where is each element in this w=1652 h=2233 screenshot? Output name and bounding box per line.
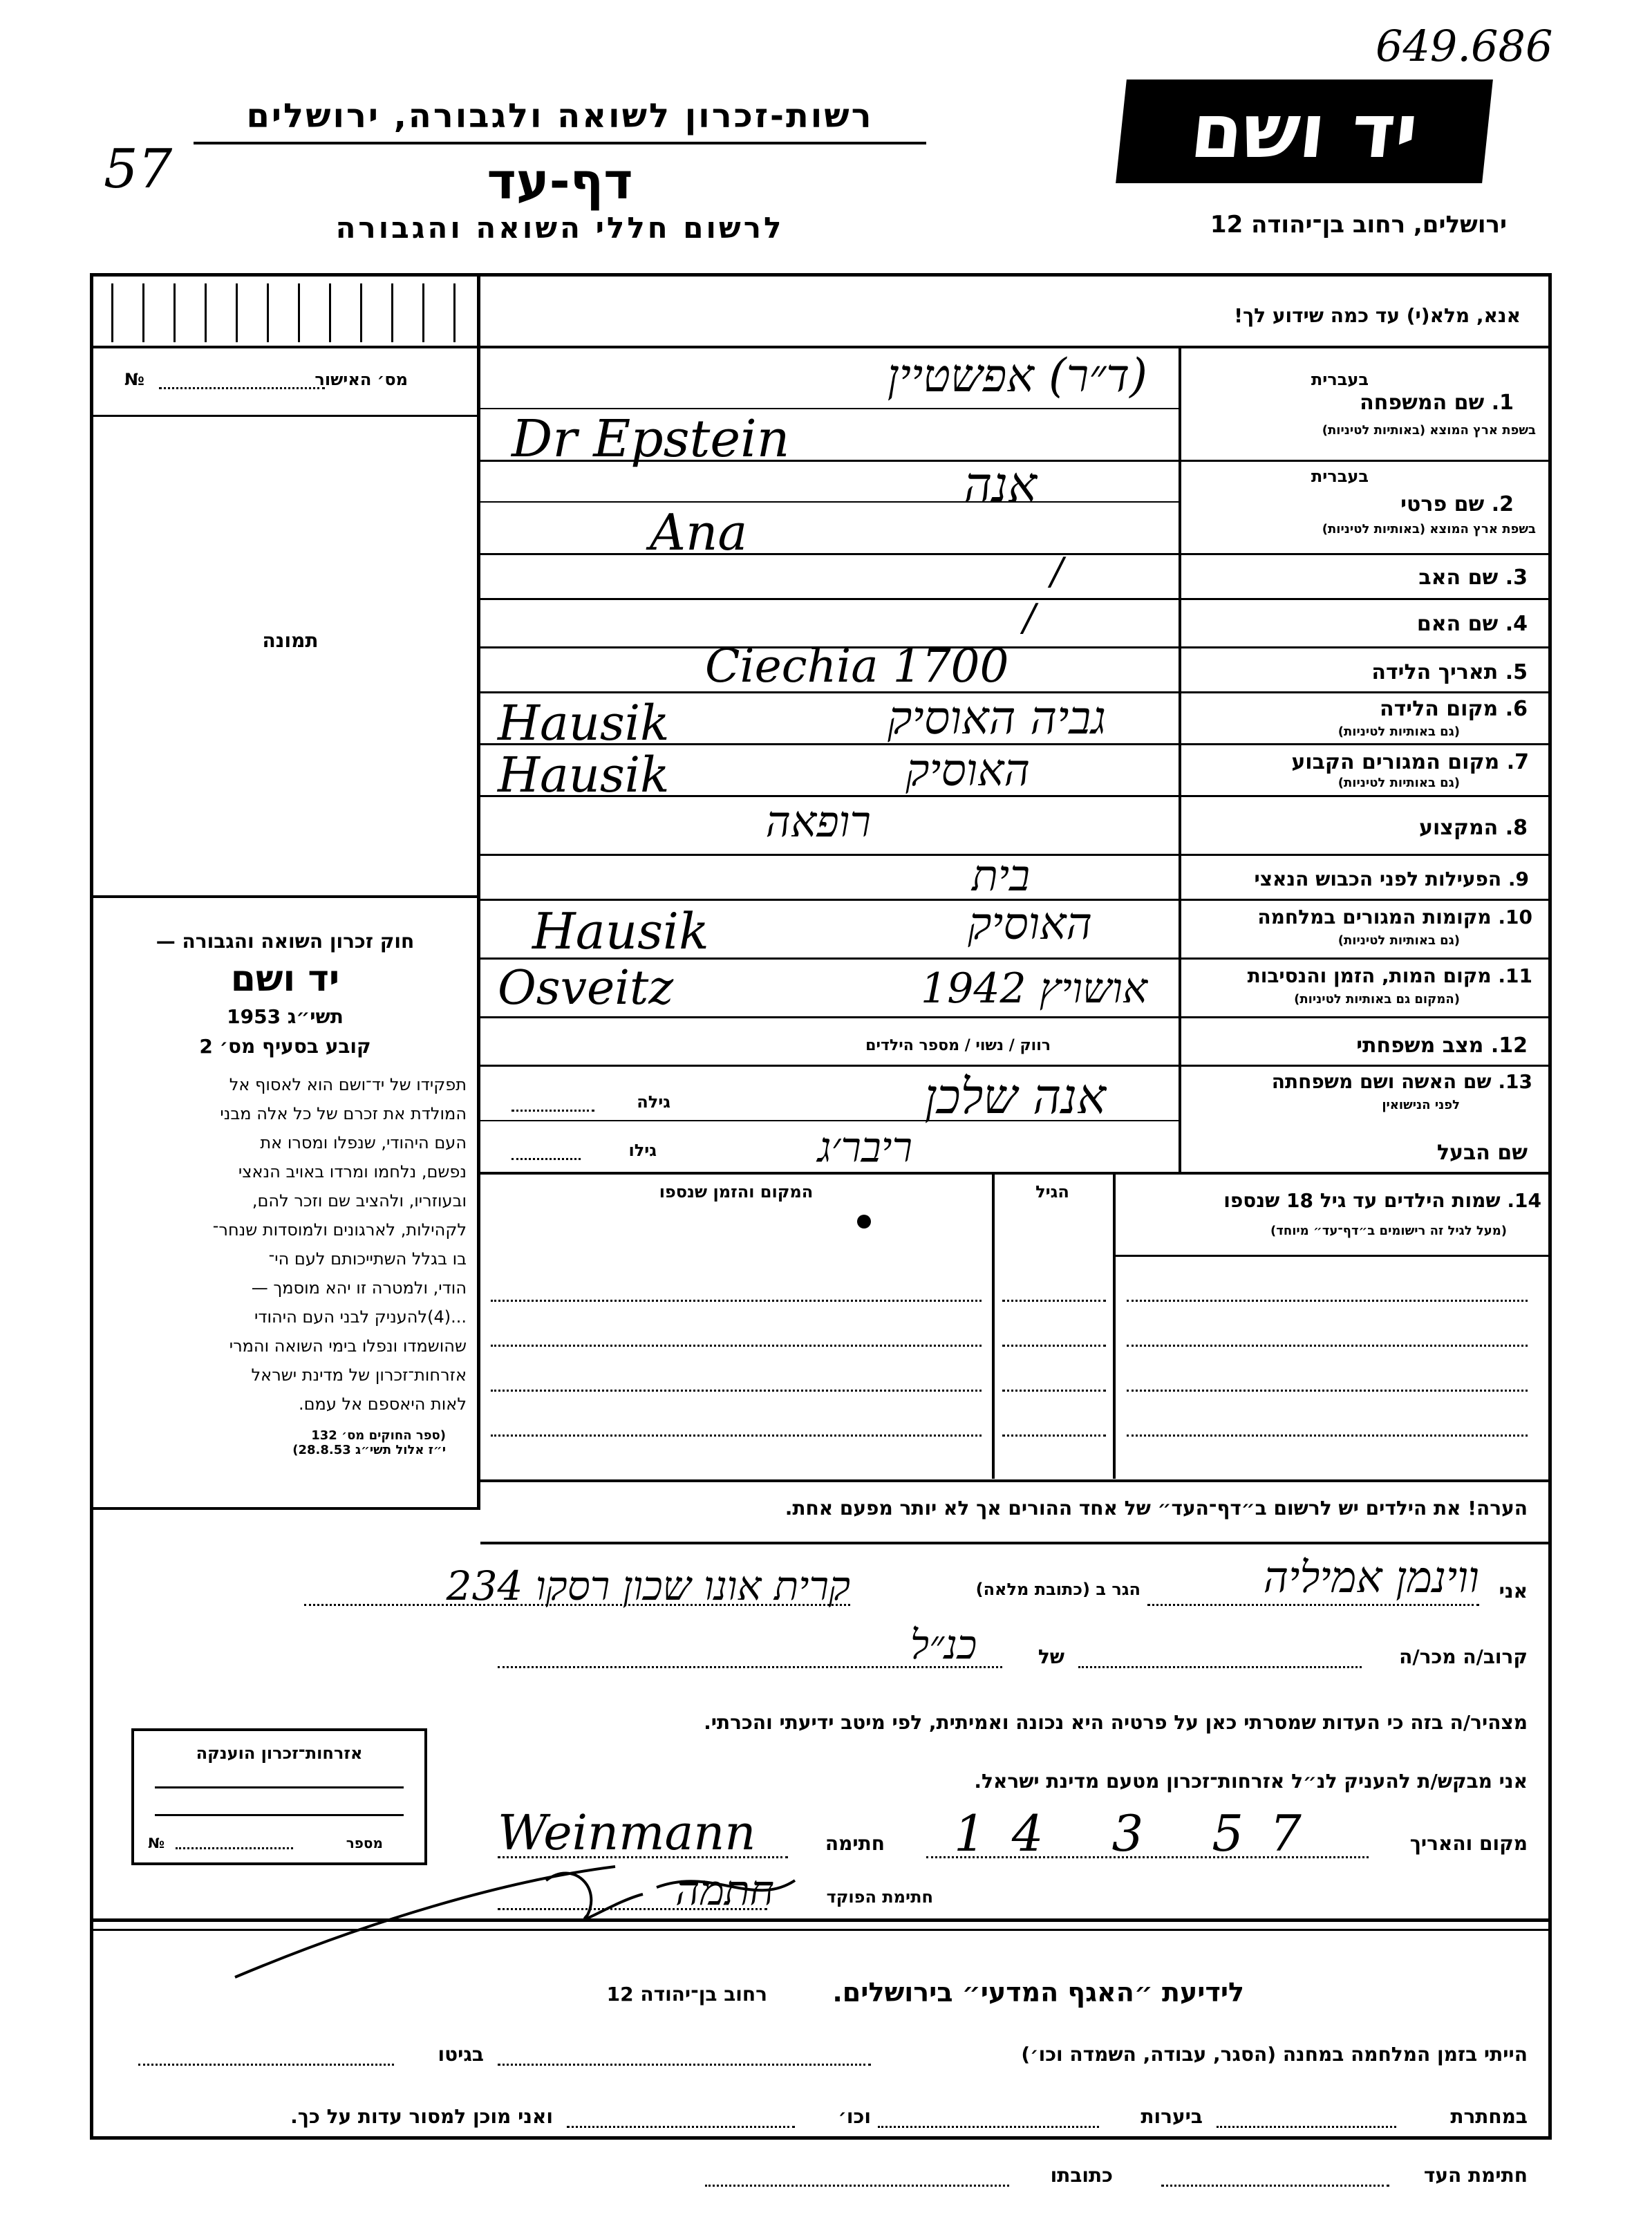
signature-label: חתימה <box>825 1832 885 1855</box>
birthplace-latin-value[interactable]: Hausik <box>498 695 670 751</box>
husband-label: שם הבעל <box>1436 1141 1528 1165</box>
field-2-label-text: שם פרטי <box>1400 492 1485 516</box>
relation-value[interactable]: כנ״ל <box>910 1621 977 1668</box>
margin-number: 57 <box>104 138 173 200</box>
field-10-note: (גם באותיות לטיניות) <box>1337 933 1460 948</box>
death-place-he-value[interactable]: אושויץ 1942 <box>921 964 1147 1013</box>
relation-label: קרוב/ה מכר/ה <box>1399 1645 1528 1668</box>
witness-signature-field[interactable] <box>1161 2185 1389 2187</box>
law-body-line: העם היהודי, שנפלו ומסרו את <box>260 1133 467 1152</box>
child-name-field[interactable] <box>1127 1390 1528 1392</box>
field-13-note: לפני הנישואין <box>1382 1098 1460 1112</box>
bottom-line3-b: כתובתו <box>1050 2164 1113 2187</box>
field-1-num: 1. <box>1491 391 1514 415</box>
husband-name-value[interactable]: ריבר׳ג <box>817 1123 912 1172</box>
child-age-field[interactable] <box>1002 1390 1106 1392</box>
declaration-text: מצהיר/ה בזה כי העדות שמסרתי כאן על פרטיה היא נכונה ואמיתית, לפי מיטב ידיעתי והכרתי. <box>704 1711 1528 1734</box>
address: ירושלים, רחוב בן־יהודה 12 <box>1210 211 1507 239</box>
field-6-label <box>1217 697 1528 721</box>
residence-latin-value[interactable]: Hausik <box>498 747 670 803</box>
declarant-address-label: הגר ב (כתובת מלאה) <box>975 1580 1141 1599</box>
field-1-label <box>1286 391 1514 415</box>
field-2-lang-he: בעברית <box>1311 467 1369 486</box>
law-body <box>97 1070 473 1419</box>
place-date-label: מקום והאריך <box>1409 1832 1528 1855</box>
field-7-num: 7. <box>1506 750 1529 774</box>
children-col-place: המקום והזמן שנספו <box>659 1182 814 1202</box>
field-2-lang-note: בשפת ארץ המוצא (באותיות לטיניות) <box>1322 522 1536 536</box>
residence-he-value[interactable]: האוסיק <box>905 745 1030 796</box>
field-1-lang-note: בשפת ארץ המוצא (באותיות לטיניות) <box>1322 423 1536 438</box>
intro-line: אנא, מלא(י) עד כמה שידוע לך! <box>1234 304 1521 327</box>
law-body-line: נפשם, נלחמו ומרדו באויב הנאצי <box>238 1162 467 1181</box>
wife-age-field[interactable] <box>511 1110 594 1112</box>
law-name: יד ושם <box>230 958 340 1000</box>
org-name: רשות-זכרון לשואה ולגבורה, ירושלים <box>246 97 874 136</box>
wife-age-label: גילה <box>637 1092 670 1112</box>
top-archive-number: 649.686 <box>1376 21 1553 71</box>
child-age-field[interactable] <box>1002 1435 1106 1437</box>
field-7-label <box>1183 750 1529 774</box>
bottom-line3-a: חתימת העד <box>1423 2164 1528 2187</box>
approval-no-prefix: № <box>124 370 144 389</box>
field-2-num: 2. <box>1491 492 1514 516</box>
request-text: אני מבקש/ת להעניק לנ״ל אזרחות־זכרון מטעם מדינת ישראל. <box>974 1770 1528 1793</box>
bottom-line2-c: וכו׳ <box>838 2105 871 2128</box>
law-body-line: הודי, ולמטרה זו יהא מוסמך — <box>251 1278 467 1298</box>
citizenship-number-prefix: № <box>148 1835 165 1851</box>
law-footnote-1: (ספר החוקים מס׳ 132 <box>311 1428 446 1443</box>
officer-signature-value[interactable]: חתמה <box>675 1867 774 1915</box>
bottom-line1-a: הייתי בזמן המלחמה במחנה (הסגר, עבודה, השמדה וכו׳) <box>1021 2043 1528 2066</box>
field-8-label-text: המקצוע <box>1418 816 1499 840</box>
field-13-num: 13. <box>1498 1070 1532 1093</box>
husband-age-label: גילו <box>628 1141 657 1160</box>
children-subtitle: (מעל לגיל זה רישומים ב״דף־עד״ מיוחד) <box>1270 1224 1507 1238</box>
field-4-num: 4. <box>1505 612 1528 636</box>
approval-no-field[interactable] <box>159 387 325 389</box>
father-name-value[interactable]: / <box>1051 550 1064 593</box>
field-6-num: 6. <box>1505 697 1528 721</box>
child-place-field[interactable] <box>491 1435 982 1437</box>
camp-field[interactable] <box>498 2064 871 2066</box>
field-12-note: רווק / נשוי / מספר הילדים <box>865 1037 1051 1054</box>
officer-label: חתימת הפוקד <box>826 1887 933 1907</box>
mother-name-value[interactable]: / <box>1023 596 1036 639</box>
yad-vashem-logo <box>1116 80 1493 183</box>
death-place-latin-value[interactable]: Osveitz <box>498 961 674 1016</box>
children-title <box>1120 1189 1541 1212</box>
photo-label: תמונה <box>262 629 319 652</box>
field-13-label <box>1183 1070 1532 1093</box>
doc-title: דף-עד <box>487 152 633 210</box>
relation-field[interactable] <box>1078 1666 1362 1668</box>
children-col-age: הגיל <box>1035 1182 1069 1202</box>
citizenship-title: אזרחות־זכרון הוענקה <box>196 1744 363 1763</box>
underground-field[interactable] <box>1217 2126 1396 2128</box>
ghetto-field[interactable] <box>138 2064 394 2066</box>
children-num: 14. <box>1507 1189 1541 1212</box>
bottom-line1-b: בגיטו <box>438 2043 484 2066</box>
field-12-label <box>1217 1034 1528 1058</box>
field-10-label-text: מקומות המגורים במלחמה <box>1257 906 1492 928</box>
field-6-label-text: מקום הלידה <box>1379 697 1499 721</box>
field-10-label <box>1183 906 1532 928</box>
declarant-ani-label: אני <box>1499 1580 1528 1603</box>
field-11-num: 11. <box>1498 964 1532 987</box>
law-body-line: בו בגלל השתייכותם לעם הי־ <box>268 1249 467 1269</box>
field-11-note: (המקום גם באותיות לטיניות) <box>1294 992 1460 1007</box>
photo-area[interactable] <box>97 418 476 895</box>
law-body-line: ...(4)להעניק לבני העם היהודי <box>254 1307 467 1327</box>
child-place-field[interactable] <box>491 1390 982 1392</box>
surname-latin-value[interactable]: Dr Epstein <box>511 409 790 469</box>
bottom-line2-a: במחתרת <box>1450 2105 1528 2128</box>
birthplace-he-value[interactable]: גביה האוסיק <box>888 691 1106 745</box>
declarant-name-line <box>1147 1604 1479 1606</box>
declarant-address-value[interactable]: קרית אונו שכון רסקו 234 <box>446 1562 850 1609</box>
field-5-num: 5. <box>1505 660 1528 684</box>
field-10-num: 10. <box>1498 906 1532 928</box>
law-body-line: שהושמדו ונפלו בימי השואה והמרי <box>229 1336 467 1356</box>
child-place-field[interactable] <box>491 1300 982 1302</box>
date-value[interactable]: 14 3 57 <box>954 1804 1328 1862</box>
field-13-label-text: שם האשה ושם משפחתה <box>1271 1070 1492 1093</box>
husband-age-field[interactable] <box>511 1158 581 1160</box>
law-body-line: לאות היאספם אל עמם. <box>298 1394 467 1414</box>
law-body-line: לקהילות, לארגונים ולמוסדות שנחר־ <box>212 1220 467 1240</box>
signature-scribble <box>228 1839 919 1991</box>
field-9-label-text: הפעילות לפני הכבוש הנאצי <box>1254 868 1502 890</box>
note-line: הערה! את הילדים יש לרשום ב״דף־העד״ של אחד ההורים אך לא יותר מפעם אחת. <box>785 1497 1528 1520</box>
of-field-line <box>498 1666 1002 1668</box>
etc-field[interactable] <box>567 2126 795 2128</box>
field-9-num: 9. <box>1508 868 1529 890</box>
field-12-label-text: מצב משפחתי <box>1356 1034 1484 1058</box>
bottom-title: לידיעת ״האגף המדעי״ בירושלים. <box>832 1977 1244 2008</box>
child-age-field[interactable] <box>1002 1345 1106 1347</box>
law-footnote-2: י״ז אלול תשי״ג 28.8.53) <box>292 1443 446 1457</box>
bottom-line2-b: ביערות <box>1141 2105 1203 2128</box>
child-age-field[interactable] <box>1002 1300 1106 1302</box>
child-name-field[interactable] <box>1127 1435 1528 1437</box>
law-year: תשי״ג 1953 <box>227 1005 344 1028</box>
law-box <box>97 930 473 1457</box>
witness-address-field[interactable] <box>705 2185 1009 2187</box>
bottom-line2-d: ואני מוכן למסור עדות על כך. <box>290 2105 553 2128</box>
law-body-line: אזרחות־זכרון של מדינת ישראל <box>251 1365 467 1385</box>
firstname-he-value[interactable]: אנה <box>964 456 1037 513</box>
children-title-text: שמות הילדים עד גיל 18 שנספו <box>1223 1189 1501 1212</box>
field-3-num: 3. <box>1505 566 1528 590</box>
law-heading: חוק זכרון השואה והגבורה — <box>156 930 415 953</box>
place-date-line <box>926 1856 1369 1858</box>
field-1-label-text: שם המשפחה <box>1360 391 1485 415</box>
field-5-label <box>1217 660 1528 684</box>
field-2-label <box>1286 492 1514 516</box>
wife-name-value[interactable]: אנה שלכן <box>924 1068 1106 1125</box>
field-1-lang-he: בעברית <box>1311 370 1369 389</box>
forests-field[interactable] <box>878 2126 1099 2128</box>
declarant-address-line <box>304 1604 850 1606</box>
citizenship-number-label: מספר <box>346 1835 383 1851</box>
surname-he-value[interactable]: (ד״ר) אפשטיין <box>887 349 1147 402</box>
field-3-label-text: שם האב <box>1418 566 1499 590</box>
field-11-label <box>1183 964 1532 987</box>
field-4-label <box>1286 612 1528 636</box>
wartime-residence-latin-value[interactable]: Hausik <box>532 902 709 960</box>
field-8-num: 8. <box>1505 816 1528 840</box>
field-7-note: (גם באותיות לטיניות) <box>1337 776 1460 790</box>
law-body-line: המולדת את זכרם של כל אלה מבני <box>220 1104 467 1123</box>
logo-text: יד ושם <box>1186 88 1423 175</box>
wartime-residence-he-value[interactable]: האוסיק <box>968 899 1092 950</box>
pre-war-activity-value[interactable]: בית <box>972 850 1030 901</box>
field-11-label-text: מקום המות, הזמן והנסיבות <box>1247 964 1492 987</box>
bottom-address: רחוב בן־יהודה 12 <box>606 1983 767 2006</box>
field-7-label-text: מקום המגורים הקבוע <box>1291 750 1500 774</box>
field-12-num: 12. <box>1490 1034 1528 1058</box>
approval-no-label: מס׳ האישור <box>315 370 408 389</box>
firstname-latin-value[interactable]: Ana <box>650 503 748 561</box>
declarant-name-value[interactable]: ווינמן אמיליה <box>1263 1552 1479 1603</box>
child-name-field[interactable] <box>1127 1300 1528 1302</box>
tick-boxes <box>97 283 470 342</box>
field-9-label <box>1183 868 1529 890</box>
law-body-line: תפקידו של יד־ושם הוא לאסוף אל <box>229 1075 467 1094</box>
field-8-label <box>1217 816 1528 840</box>
signature-value[interactable]: Weinmann <box>498 1804 756 1861</box>
law-body-line: ובעוזריו, ולהציב שם וזכר להם, <box>252 1191 467 1211</box>
field-6-note: (גם באותיות לטיניות) <box>1337 725 1460 739</box>
field-3-label <box>1286 566 1528 590</box>
field-5-label-text: תאריך הלידה <box>1371 660 1499 684</box>
birth-date-value[interactable]: Ciechia 1700 <box>705 639 1009 693</box>
child-place-field[interactable] <box>491 1345 982 1347</box>
doc-subtitle: לרשום חללי השואה והגבורה <box>335 211 785 245</box>
profession-value[interactable]: רופאה <box>765 796 871 847</box>
ink-dot <box>857 1215 871 1228</box>
child-name-field[interactable] <box>1127 1345 1528 1347</box>
law-clause: קובע בסעיף מס׳ 2 <box>199 1035 371 1058</box>
of-label: של <box>1038 1645 1064 1668</box>
field-4-label-text: שם האם <box>1416 612 1499 636</box>
